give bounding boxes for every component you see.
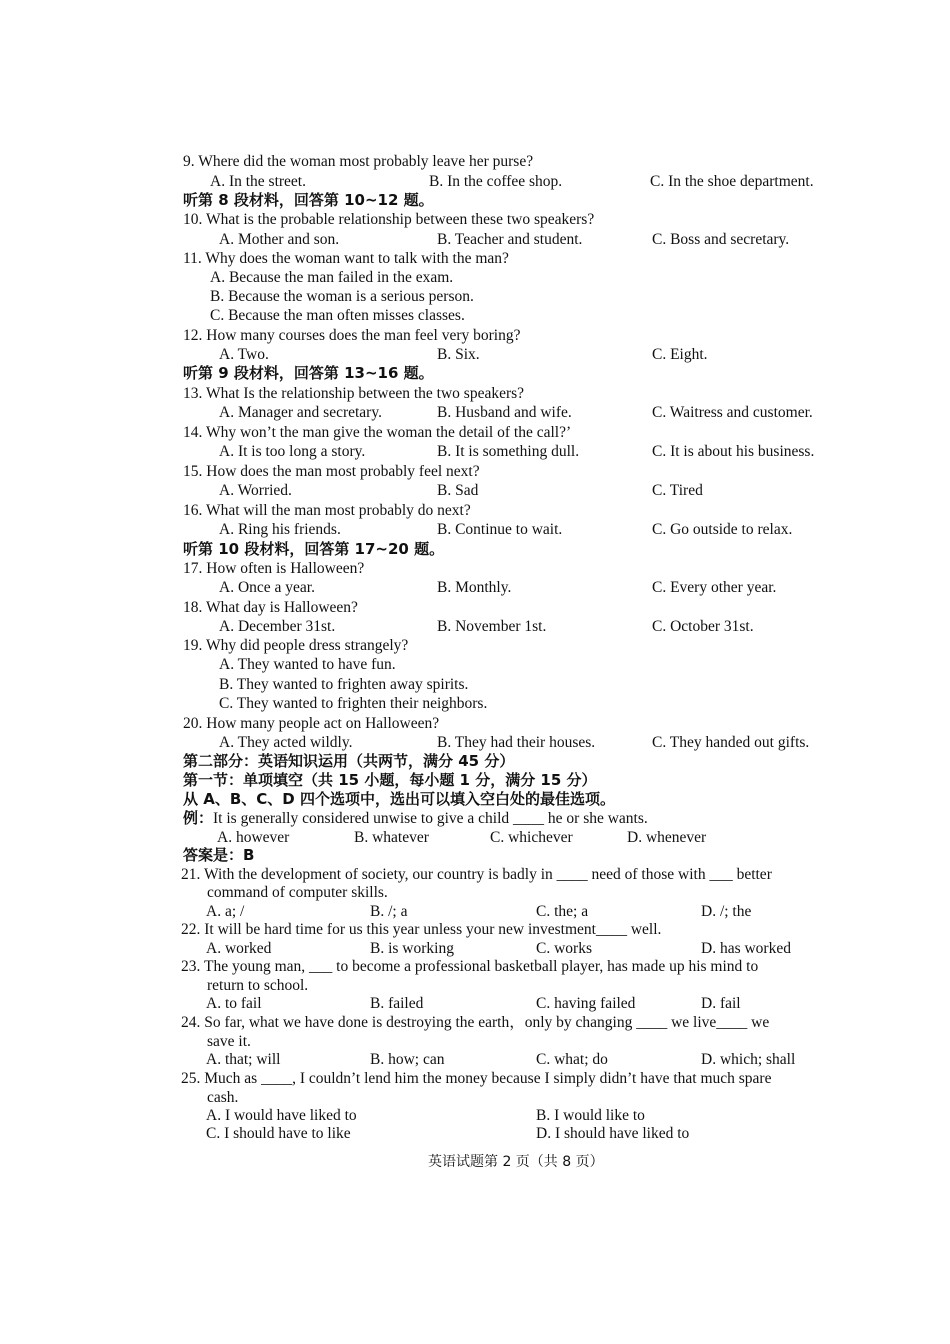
question-12-stem: 12. How many courses does the man feel very boring?: [183, 327, 521, 344]
option-21b: B. /; a: [370, 903, 408, 920]
example-option-b: B. whatever: [354, 829, 429, 846]
option-18b: B. November 1st.: [437, 618, 547, 635]
question-22-stem: 22. It will be hard time for us this year unless your new investment____ well.: [181, 921, 662, 938]
option-16c: C. Go outside to relax.: [652, 521, 793, 538]
option-22a: A. worked: [206, 940, 272, 957]
question-25-stem-cont: cash.: [207, 1089, 239, 1106]
option-24b: B. how; can: [370, 1051, 445, 1068]
option-19b: B. They wanted to frighten away spirits.: [219, 676, 469, 693]
example-answer: 答案是：B: [183, 846, 255, 864]
option-15c: C. Tired: [652, 482, 703, 499]
question-21-stem: 21. With the development of society, our country is badly in ____ need of those with ___ better: [181, 866, 772, 883]
option-24c: C. what; do: [536, 1051, 608, 1068]
option-13b: B. Husband and wife.: [437, 404, 572, 421]
option-14c: C. It is about his business.: [652, 443, 815, 460]
question-23-stem-cont: return to school.: [207, 977, 309, 994]
option-22b: B. is working: [370, 940, 454, 957]
option-10c: C. Boss and secretary.: [652, 231, 790, 248]
option-20a: A. They acted wildly.: [219, 734, 353, 751]
option-13c: C. Waitress and customer.: [652, 404, 813, 421]
question-24-stem: 24. So far, what we have done is destroying the earth，only by changing ____ we live____ we: [181, 1014, 770, 1031]
question-11-stem: 11. Why does the woman want to talk with the man?: [183, 250, 509, 267]
option-11b: B. Because the woman is a serious person.: [210, 288, 474, 305]
option-18a: A. December 31st.: [219, 618, 336, 635]
part2-title: 第二部分：英语知识运用（共两节，满分 45 分）: [183, 752, 515, 770]
option-9c: C. In the shoe department.: [650, 173, 814, 190]
option-19a: A. They wanted to have fun.: [219, 656, 396, 673]
option-12b: B. Six.: [437, 346, 480, 363]
option-20b: B. They had their houses.: [437, 734, 596, 751]
option-25d: D. I should have liked to: [536, 1125, 690, 1142]
question-16-stem: 16. What will the man most probably do next?: [183, 502, 471, 519]
option-21a: A. a; /: [206, 903, 245, 920]
option-10b: B. Teacher and student.: [437, 231, 583, 248]
option-23a: A. to fail: [206, 995, 262, 1012]
option-23d: D. fail: [701, 995, 741, 1012]
option-16a: A. Ring his friends.: [219, 521, 341, 538]
option-21c: C. the; a: [536, 903, 589, 920]
question-24-stem-cont: save it.: [207, 1033, 251, 1050]
option-23b: B. failed: [370, 995, 424, 1012]
question-21-stem-cont: command of computer skills.: [207, 884, 388, 901]
example-option-d: D. whenever: [627, 829, 707, 846]
section-heading-8: 听第 8 段材料，回答第 10~12 题。: [183, 191, 434, 209]
option-19c: C. They wanted to frighten their neighbors.: [219, 695, 488, 712]
option-17c: C. Every other year.: [652, 579, 777, 596]
option-22d: D. has worked: [701, 940, 791, 957]
option-25c: C. I should have to like: [206, 1125, 351, 1142]
option-10a: A. Mother and son.: [219, 231, 340, 248]
option-25b: B. I would like to: [536, 1107, 645, 1124]
option-24d: D. which; shall: [701, 1051, 796, 1068]
section1-title: 第一节：单项填空（共 15 小题，每小题 1 分，满分 15 分）: [183, 771, 597, 789]
example-stem: 例：It is generally considered unwise to give a child ____ he or she wants.: [183, 809, 648, 827]
question-25-stem: 25. Much as ____, I couldn’t lend him the money because I simply didn’t have that much spare: [181, 1070, 772, 1087]
question-14-stem: 14. Why won’t the man give the woman the detail of the call?’: [183, 424, 572, 441]
option-18c: C. October 31st.: [652, 618, 754, 635]
option-11a: A. Because the man failed in the exam.: [210, 269, 454, 286]
question-15-stem: 15. How does the man most probably feel next?: [183, 463, 480, 480]
option-9a: A. In the street.: [210, 173, 306, 190]
page-footer: 英语试题第 2 页（共 8 页）: [428, 1154, 604, 1170]
option-25a: A. I would have liked to: [206, 1107, 357, 1124]
option-12a: A. Two.: [219, 346, 269, 363]
option-15a: A. Worried.: [219, 482, 292, 499]
question-20-stem: 20. How many people act on Halloween?: [183, 715, 440, 732]
option-14a: A. It is too long a story.: [219, 443, 366, 460]
section-heading-9: 听第 9 段材料，回答第 13~16 题。: [183, 364, 434, 382]
option-11c: C. Because the man often misses classes.: [210, 307, 465, 324]
question-10-stem: 10. What is the probable relationship between these two speakers?: [183, 211, 595, 228]
option-12c: C. Eight.: [652, 346, 708, 363]
option-17b: B. Monthly.: [437, 579, 512, 596]
question-13-stem: 13. What Is the relationship between the two speakers?: [183, 385, 525, 402]
option-14b: B. It is something dull.: [437, 443, 580, 460]
option-13a: A. Manager and secretary.: [219, 404, 382, 421]
option-9b: B. In the coffee shop.: [429, 173, 563, 190]
option-22c: C. works: [536, 940, 592, 957]
question-17-stem: 17. How often is Halloween?: [183, 560, 365, 577]
option-24a: A. that; will: [206, 1051, 281, 1068]
question-18-stem: 18. What day is Halloween?: [183, 599, 358, 616]
example-option-c: C. whichever: [490, 829, 573, 846]
option-20c: C. They handed out gifts.: [652, 734, 810, 751]
option-23c: C. having failed: [536, 995, 636, 1012]
section1-instruction: 从 A、B、C、D 四个选项中，选出可以填入空白处的最佳选项。: [183, 790, 615, 808]
option-15b: B. Sad: [437, 482, 479, 499]
question-23-stem: 23. The young man, ___ to become a professional basketball player, has made up his mind to: [181, 958, 759, 975]
option-21d: D. /; the: [701, 903, 752, 920]
question-9-stem: 9. Where did the woman most probably leave her purse?: [183, 153, 534, 170]
option-17a: A. Once a year.: [219, 579, 315, 596]
section-heading-10: 听第 10 段材料，回答第 17~20 题。: [183, 540, 445, 558]
example-option-a: A. however: [217, 829, 290, 846]
question-19-stem: 19. Why did people dress strangely?: [183, 637, 409, 654]
option-16b: B. Continue to wait.: [437, 521, 563, 538]
